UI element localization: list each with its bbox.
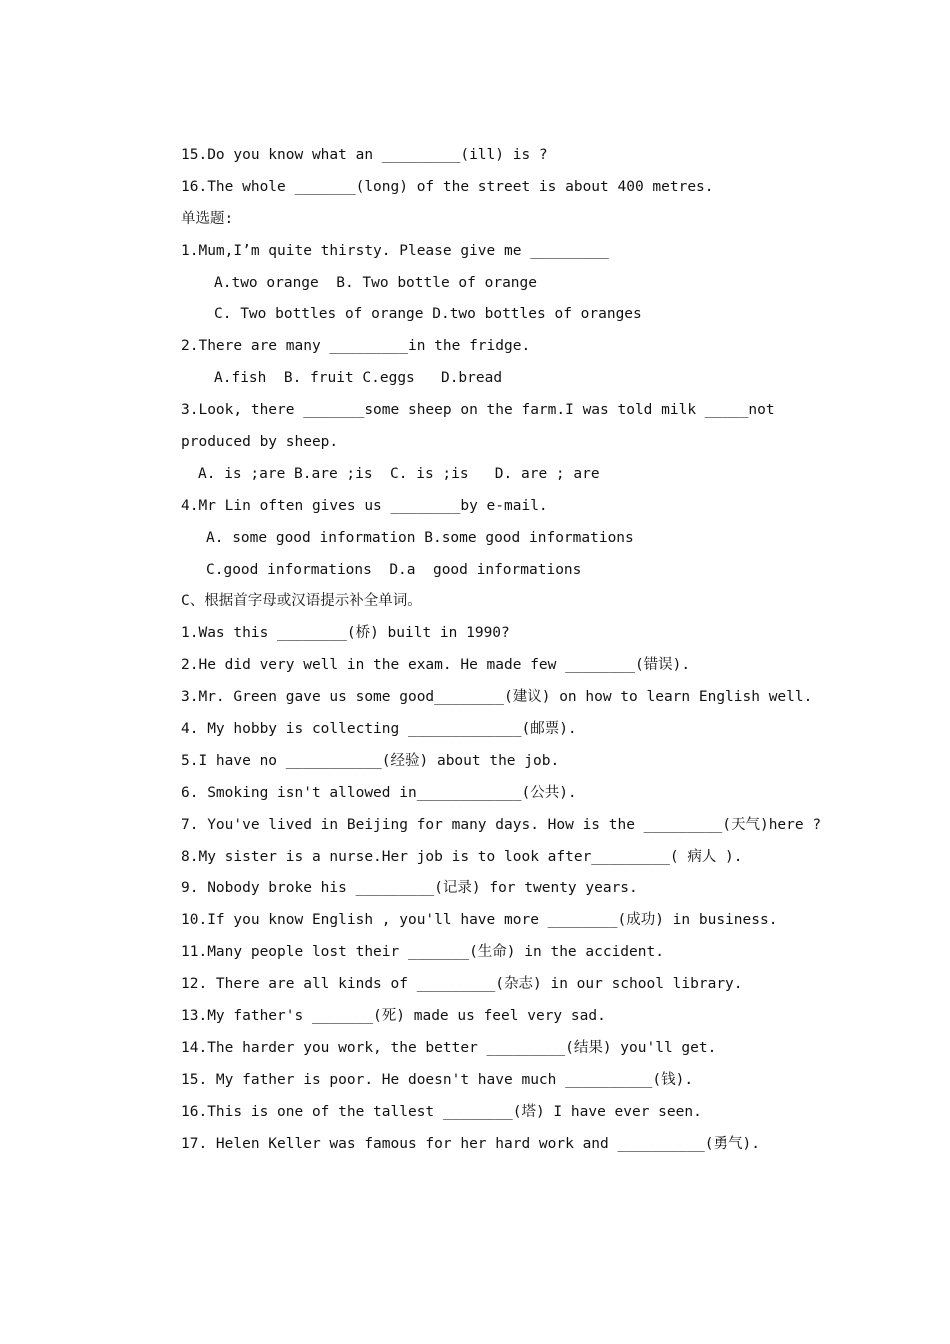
answer-options: A.two orange B. Two bottle of orange xyxy=(214,274,538,291)
question-line: 17. Helen Keller was famous for her hard work and __________(勇气). xyxy=(181,1135,760,1152)
question-line: 4.Mr Lin often gives us ________by e-mail. xyxy=(181,497,548,514)
question-line: 1.Mum,I’m quite thirsty. Please give me _________ xyxy=(181,242,609,259)
question-line: produced by sheep. xyxy=(181,434,339,451)
question-line: 3.Mr. Green gave us some good________(建议) on how to learn English well. xyxy=(181,689,813,706)
question-line: 2.He did very well in the exam. He made few ________(错误). xyxy=(181,657,691,674)
answer-options: C. Two bottles of orange D.two bottles of oranges xyxy=(214,306,642,323)
question-line: 12. There are all kinds of _________(杂志) in our school library. xyxy=(181,976,743,993)
question-line: 15. My father is poor. He doesn't have much __________(钱). xyxy=(181,1071,694,1088)
question-line: 15.Do you know what an _________(ill) is ? xyxy=(181,147,548,163)
worksheet-content xyxy=(181,140,881,1161)
question-line: 9. Nobody broke his _________(记录) for twenty years. xyxy=(181,880,638,897)
question-line: 3.Look, there _______some sheep on the farm.I was told milk _____not xyxy=(181,402,775,419)
question-line: 7. You've lived in Beijing for many days. How is the _________(天气)here ? xyxy=(181,816,822,833)
answer-options: A. is ;are B.are ;is C. is ;is D. are ; are xyxy=(198,465,600,482)
question-line: 14.The harder you work, the better _________(结果) you'll get. xyxy=(181,1039,717,1056)
section-heading: 单选题: xyxy=(181,210,234,227)
answer-options: C.good informations D.a good informations xyxy=(206,561,582,578)
question-line: 16.This is one of the tallest ________(塔) I have ever seen. xyxy=(181,1103,702,1120)
answer-options: A. some good information B.some good informations xyxy=(206,529,634,546)
question-line: 4. My hobby is collecting _____________(邮票). xyxy=(181,721,577,738)
question-line: 13.My father's _______(死) made us feel very sad. xyxy=(181,1008,606,1025)
question-line: 6. Smoking isn't allowed in____________(公共). xyxy=(181,784,577,801)
question-line: 2.There are many _________in the fridge. xyxy=(181,338,531,355)
question-line: 5.I have no ___________(经验) about the job. xyxy=(181,752,560,769)
question-line: 1.Was this ________(桥) built in 1990? xyxy=(181,625,510,642)
answer-options: A.fish B. fruit C.eggs D.bread xyxy=(214,370,503,387)
section-heading: C、根据首字母或汉语提示补全单词。 xyxy=(181,593,422,610)
question-line: 8.My sister is a nurse.Her job is to look after_________( 病人 ). xyxy=(181,848,743,865)
question-line: 11.Many people lost their _______(生命) in the accident. xyxy=(181,944,664,961)
question-line: 10.If you know English , you'll have more ________(成功) in business. xyxy=(181,912,778,929)
question-line: 16.The whole _______(long) of the street is about 400 metres. xyxy=(181,178,714,195)
